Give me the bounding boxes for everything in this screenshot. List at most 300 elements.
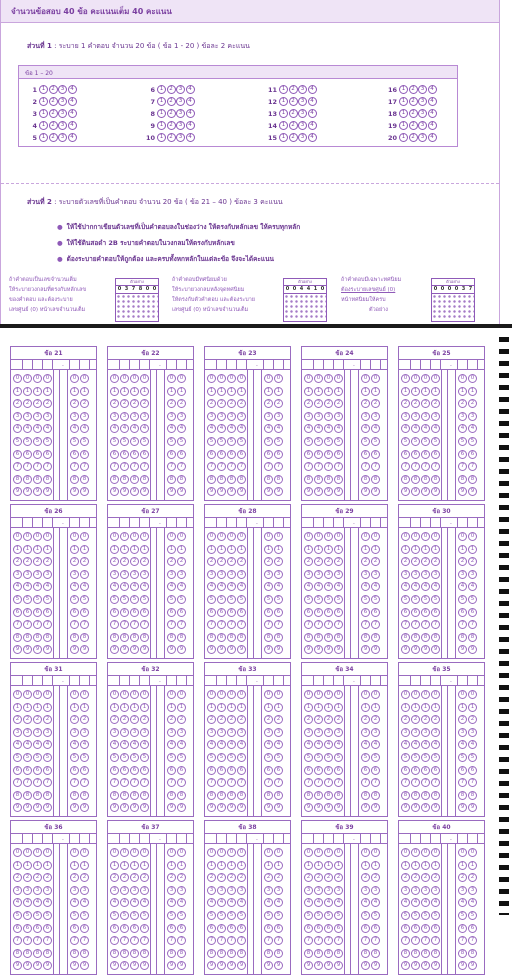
digit-bubble[interactable]: 8 bbox=[33, 949, 42, 958]
digit-bubble[interactable]: 1 bbox=[43, 545, 52, 554]
digit-bubble[interactable]: 3 bbox=[274, 412, 283, 421]
digit-bubble[interactable]: 1 bbox=[140, 703, 149, 712]
digit-bubble[interactable]: 0 bbox=[177, 690, 186, 699]
digit-bubble[interactable]: 8 bbox=[304, 791, 313, 800]
digit-bubble[interactable]: 0 bbox=[120, 532, 129, 541]
choice-bubble[interactable]: 4 bbox=[68, 85, 77, 94]
digit-bubble[interactable]: 9 bbox=[33, 487, 42, 496]
choice-bubble[interactable]: 3 bbox=[58, 133, 67, 142]
digit-bubble[interactable]: 7 bbox=[314, 462, 323, 471]
digit-bubble[interactable]: 8 bbox=[130, 791, 139, 800]
digit-bubble[interactable]: 3 bbox=[371, 412, 380, 421]
digit-bubble[interactable]: 6 bbox=[421, 924, 430, 933]
digit-bubble[interactable]: 5 bbox=[401, 437, 410, 446]
digit-bubble[interactable]: 1 bbox=[324, 545, 333, 554]
digit-bubble[interactable]: 5 bbox=[264, 753, 273, 762]
digit-bubble[interactable]: 2 bbox=[177, 557, 186, 566]
digit-bubble[interactable]: 0 bbox=[458, 374, 467, 383]
digit-bubble[interactable]: 5 bbox=[324, 911, 333, 920]
digit-bubble[interactable]: 1 bbox=[371, 387, 380, 396]
digit-bubble[interactable]: 7 bbox=[304, 462, 313, 471]
digit-bubble[interactable]: 0 bbox=[334, 374, 343, 383]
digit-bubble[interactable]: 8 bbox=[13, 475, 22, 484]
digit-bubble[interactable]: 8 bbox=[217, 475, 226, 484]
digit-bubble[interactable]: 9 bbox=[371, 803, 380, 812]
digit-bubble[interactable]: 3 bbox=[217, 886, 226, 895]
digit-bubble[interactable]: 2 bbox=[140, 557, 149, 566]
digit-bubble[interactable]: 6 bbox=[264, 450, 273, 459]
digit-bubble[interactable]: 2 bbox=[177, 399, 186, 408]
digit-bubble[interactable]: 3 bbox=[33, 570, 42, 579]
digit-bubble[interactable]: 7 bbox=[458, 778, 467, 787]
digit-bubble[interactable]: 9 bbox=[110, 803, 119, 812]
digit-bubble[interactable]: 9 bbox=[237, 487, 246, 496]
digit-bubble[interactable]: 0 bbox=[458, 532, 467, 541]
digit-bubble[interactable]: 5 bbox=[468, 911, 477, 920]
digit-bubble[interactable]: 8 bbox=[237, 791, 246, 800]
digit-bubble[interactable]: 7 bbox=[314, 936, 323, 945]
digit-bubble[interactable]: 7 bbox=[468, 778, 477, 787]
digit-bubble[interactable]: 3 bbox=[33, 886, 42, 895]
digit-bubble[interactable]: 6 bbox=[237, 450, 246, 459]
digit-bubble[interactable]: 9 bbox=[304, 803, 313, 812]
digit-bubble[interactable]: 1 bbox=[140, 861, 149, 870]
digit-bubble[interactable]: 5 bbox=[227, 437, 236, 446]
digit-bubble[interactable]: 0 bbox=[130, 374, 139, 383]
digit-bubble[interactable]: 7 bbox=[33, 462, 42, 471]
digit-bubble[interactable]: 5 bbox=[167, 753, 176, 762]
digit-bubble[interactable]: 4 bbox=[468, 740, 477, 749]
digit-bubble[interactable]: 7 bbox=[314, 620, 323, 629]
digit-bubble[interactable]: 5 bbox=[411, 753, 420, 762]
digit-bubble[interactable]: 0 bbox=[33, 532, 42, 541]
digit-bubble[interactable]: 5 bbox=[130, 911, 139, 920]
digit-bubble[interactable]: 1 bbox=[237, 703, 246, 712]
digit-bubble[interactable]: 8 bbox=[237, 475, 246, 484]
digit-bubble[interactable]: 5 bbox=[371, 753, 380, 762]
digit-bubble[interactable]: 9 bbox=[140, 487, 149, 496]
digit-bubble[interactable]: 4 bbox=[110, 582, 119, 591]
digit-entry-row[interactable] bbox=[11, 834, 96, 844]
digit-bubble[interactable]: 4 bbox=[237, 898, 246, 907]
digit-bubble[interactable]: 3 bbox=[458, 412, 467, 421]
digit-bubble[interactable]: 9 bbox=[23, 645, 32, 654]
digit-bubble[interactable]: 8 bbox=[401, 633, 410, 642]
digit-bubble[interactable]: 4 bbox=[217, 740, 226, 749]
digit-bubble[interactable]: 6 bbox=[304, 766, 313, 775]
digit-bubble[interactable]: 6 bbox=[43, 766, 52, 775]
digit-bubble[interactable]: 4 bbox=[237, 424, 246, 433]
digit-bubble[interactable]: 0 bbox=[140, 374, 149, 383]
digit-bubble[interactable]: 1 bbox=[23, 861, 32, 870]
digit-bubble[interactable]: 2 bbox=[468, 873, 477, 882]
digit-bubble[interactable]: 4 bbox=[140, 424, 149, 433]
digit-bubble[interactable]: 0 bbox=[110, 532, 119, 541]
digit-bubble[interactable]: 9 bbox=[23, 803, 32, 812]
digit-bubble[interactable]: 1 bbox=[120, 387, 129, 396]
digit-bubble[interactable]: 3 bbox=[371, 886, 380, 895]
digit-bubble[interactable]: 4 bbox=[431, 424, 440, 433]
digit-bubble[interactable]: 8 bbox=[70, 949, 79, 958]
digit-bubble[interactable]: 7 bbox=[217, 778, 226, 787]
digit-bubble[interactable]: 7 bbox=[371, 620, 380, 629]
digit-bubble[interactable]: 4 bbox=[324, 582, 333, 591]
digit-bubble[interactable]: 7 bbox=[304, 778, 313, 787]
digit-bubble[interactable]: 2 bbox=[314, 557, 323, 566]
choice-bubble[interactable]: 4 bbox=[308, 133, 317, 142]
digit-bubble[interactable]: 3 bbox=[167, 570, 176, 579]
digit-bubble[interactable]: 0 bbox=[70, 690, 79, 699]
digit-bubble[interactable]: 9 bbox=[468, 961, 477, 970]
digit-bubble[interactable]: 0 bbox=[120, 848, 129, 857]
digit-bubble[interactable]: 5 bbox=[274, 595, 283, 604]
digit-bubble[interactable]: 9 bbox=[13, 803, 22, 812]
digit-bubble[interactable]: 0 bbox=[207, 690, 216, 699]
digit-bubble[interactable]: 9 bbox=[120, 803, 129, 812]
digit-bubble[interactable]: 7 bbox=[110, 620, 119, 629]
digit-bubble[interactable]: 8 bbox=[130, 475, 139, 484]
digit-bubble[interactable]: 9 bbox=[274, 803, 283, 812]
digit-bubble[interactable]: 9 bbox=[334, 645, 343, 654]
digit-bubble[interactable]: 1 bbox=[130, 861, 139, 870]
digit-bubble[interactable]: 7 bbox=[371, 936, 380, 945]
digit-bubble[interactable]: 3 bbox=[304, 570, 313, 579]
digit-bubble[interactable]: 1 bbox=[120, 545, 129, 554]
digit-bubble[interactable]: 1 bbox=[13, 703, 22, 712]
digit-bubble[interactable]: 3 bbox=[411, 412, 420, 421]
digit-bubble[interactable]: 7 bbox=[43, 462, 52, 471]
digit-bubble[interactable]: 4 bbox=[167, 898, 176, 907]
digit-bubble[interactable]: 5 bbox=[304, 595, 313, 604]
digit-bubble[interactable]: 1 bbox=[33, 387, 42, 396]
digit-bubble[interactable]: 5 bbox=[110, 437, 119, 446]
digit-bubble[interactable]: 2 bbox=[458, 715, 467, 724]
digit-bubble[interactable]: 8 bbox=[431, 633, 440, 642]
digit-bubble[interactable]: 3 bbox=[421, 886, 430, 895]
digit-bubble[interactable]: 1 bbox=[227, 545, 236, 554]
digit-bubble[interactable]: 7 bbox=[177, 778, 186, 787]
digit-bubble[interactable]: 4 bbox=[458, 898, 467, 907]
digit-bubble[interactable]: 8 bbox=[237, 633, 246, 642]
digit-bubble[interactable]: 1 bbox=[140, 387, 149, 396]
digit-bubble[interactable]: 4 bbox=[130, 424, 139, 433]
digit-bubble[interactable]: 6 bbox=[110, 608, 119, 617]
digit-bubble[interactable]: 0 bbox=[304, 690, 313, 699]
digit-bubble[interactable]: 7 bbox=[411, 462, 420, 471]
digit-bubble[interactable]: 6 bbox=[110, 450, 119, 459]
digit-bubble[interactable]: 7 bbox=[227, 620, 236, 629]
digit-bubble[interactable]: 4 bbox=[264, 740, 273, 749]
digit-bubble[interactable]: 6 bbox=[43, 608, 52, 617]
digit-bubble[interactable]: 4 bbox=[468, 898, 477, 907]
digit-bubble[interactable]: 2 bbox=[140, 715, 149, 724]
digit-bubble[interactable]: 4 bbox=[361, 740, 370, 749]
digit-bubble[interactable]: 7 bbox=[207, 620, 216, 629]
digit-bubble[interactable]: 1 bbox=[274, 387, 283, 396]
digit-bubble[interactable]: 5 bbox=[23, 437, 32, 446]
digit-bubble[interactable]: 7 bbox=[207, 778, 216, 787]
digit-bubble[interactable]: 8 bbox=[264, 791, 273, 800]
digit-bubble[interactable]: 1 bbox=[334, 545, 343, 554]
digit-bubble[interactable]: 4 bbox=[264, 582, 273, 591]
digit-bubble[interactable]: 2 bbox=[120, 399, 129, 408]
digit-bubble[interactable]: 6 bbox=[33, 924, 42, 933]
choice-bubble[interactable]: 1 bbox=[39, 97, 48, 106]
digit-bubble[interactable]: 3 bbox=[43, 728, 52, 737]
digit-bubble[interactable]: 7 bbox=[401, 620, 410, 629]
digit-bubble[interactable]: 6 bbox=[23, 608, 32, 617]
digit-bubble[interactable]: 7 bbox=[324, 620, 333, 629]
digit-bubble[interactable]: 8 bbox=[274, 633, 283, 642]
digit-bubble[interactable]: 3 bbox=[371, 728, 380, 737]
digit-bubble[interactable]: 2 bbox=[43, 873, 52, 882]
digit-bubble[interactable]: 2 bbox=[13, 557, 22, 566]
digit-bubble[interactable]: 3 bbox=[23, 886, 32, 895]
digit-bubble[interactable]: 9 bbox=[421, 487, 430, 496]
digit-bubble[interactable]: 2 bbox=[324, 715, 333, 724]
digit-bubble[interactable]: 6 bbox=[361, 450, 370, 459]
digit-bubble[interactable]: 4 bbox=[264, 898, 273, 907]
digit-bubble[interactable]: 1 bbox=[421, 861, 430, 870]
digit-bubble[interactable]: 9 bbox=[361, 645, 370, 654]
digit-bubble[interactable]: 0 bbox=[401, 848, 410, 857]
digit-bubble[interactable]: 3 bbox=[264, 886, 273, 895]
choice-bubble[interactable]: 3 bbox=[176, 85, 185, 94]
digit-bubble[interactable]: 4 bbox=[207, 424, 216, 433]
choice-bubble[interactable]: 4 bbox=[186, 109, 195, 118]
digit-bubble[interactable]: 5 bbox=[140, 595, 149, 604]
choice-bubble[interactable]: 1 bbox=[39, 109, 48, 118]
digit-bubble[interactable]: 5 bbox=[431, 437, 440, 446]
digit-bubble[interactable]: 7 bbox=[431, 620, 440, 629]
digit-bubble[interactable]: 2 bbox=[334, 399, 343, 408]
digit-bubble[interactable]: 4 bbox=[80, 582, 89, 591]
choice-bubble[interactable]: 1 bbox=[399, 121, 408, 130]
digit-bubble[interactable]: 8 bbox=[177, 633, 186, 642]
digit-bubble[interactable]: 3 bbox=[361, 412, 370, 421]
digit-bubble[interactable]: 1 bbox=[431, 545, 440, 554]
digit-bubble[interactable]: 1 bbox=[264, 703, 273, 712]
digit-bubble[interactable]: 3 bbox=[274, 570, 283, 579]
digit-bubble[interactable]: 0 bbox=[324, 690, 333, 699]
digit-bubble[interactable]: 8 bbox=[140, 633, 149, 642]
digit-bubble[interactable]: 0 bbox=[70, 848, 79, 857]
digit-bubble[interactable]: 1 bbox=[431, 861, 440, 870]
digit-bubble[interactable]: 0 bbox=[23, 690, 32, 699]
digit-bubble[interactable]: 9 bbox=[314, 645, 323, 654]
digit-bubble[interactable]: 6 bbox=[80, 924, 89, 933]
digit-bubble[interactable]: 6 bbox=[361, 608, 370, 617]
digit-bubble[interactable]: 1 bbox=[177, 703, 186, 712]
digit-bubble[interactable]: 0 bbox=[177, 374, 186, 383]
digit-bubble[interactable]: 5 bbox=[314, 595, 323, 604]
digit-bubble[interactable]: 4 bbox=[304, 582, 313, 591]
digit-bubble[interactable]: 8 bbox=[264, 949, 273, 958]
digit-bubble[interactable]: 3 bbox=[468, 728, 477, 737]
digit-bubble[interactable]: 8 bbox=[43, 791, 52, 800]
digit-bubble[interactable]: 6 bbox=[13, 450, 22, 459]
digit-bubble[interactable]: 8 bbox=[334, 791, 343, 800]
digit-bubble[interactable]: 1 bbox=[411, 545, 420, 554]
digit-bubble[interactable]: 3 bbox=[70, 886, 79, 895]
choice-bubble[interactable]: 2 bbox=[289, 121, 298, 130]
digit-bubble[interactable]: 4 bbox=[23, 740, 32, 749]
digit-bubble[interactable]: 3 bbox=[468, 886, 477, 895]
digit-bubble[interactable]: 7 bbox=[361, 778, 370, 787]
digit-bubble[interactable]: 2 bbox=[227, 873, 236, 882]
digit-bubble[interactable]: 5 bbox=[334, 437, 343, 446]
digit-bubble[interactable]: 3 bbox=[334, 728, 343, 737]
digit-bubble[interactable]: 3 bbox=[411, 728, 420, 737]
digit-bubble[interactable]: 3 bbox=[361, 570, 370, 579]
digit-bubble[interactable]: 4 bbox=[401, 898, 410, 907]
digit-bubble[interactable]: 9 bbox=[237, 645, 246, 654]
digit-bubble[interactable]: 0 bbox=[421, 848, 430, 857]
digit-entry-row[interactable] bbox=[302, 834, 387, 844]
digit-bubble[interactable]: 4 bbox=[177, 582, 186, 591]
digit-bubble[interactable]: 8 bbox=[458, 949, 467, 958]
choice-bubble[interactable]: 3 bbox=[298, 133, 307, 142]
digit-bubble[interactable]: 2 bbox=[110, 557, 119, 566]
digit-bubble[interactable]: 1 bbox=[33, 545, 42, 554]
digit-bubble[interactable]: 0 bbox=[207, 848, 216, 857]
digit-bubble[interactable]: 7 bbox=[227, 778, 236, 787]
digit-bubble[interactable]: 1 bbox=[314, 387, 323, 396]
digit-bubble[interactable]: 2 bbox=[274, 715, 283, 724]
digit-bubble[interactable]: 4 bbox=[468, 424, 477, 433]
digit-bubble[interactable]: 8 bbox=[227, 791, 236, 800]
digit-bubble[interactable]: 4 bbox=[371, 898, 380, 907]
digit-bubble[interactable]: 3 bbox=[217, 412, 226, 421]
digit-bubble[interactable]: 2 bbox=[23, 399, 32, 408]
digit-bubble[interactable]: 9 bbox=[177, 487, 186, 496]
digit-bubble[interactable]: 0 bbox=[13, 848, 22, 857]
digit-bubble[interactable]: 9 bbox=[207, 961, 216, 970]
digit-bubble[interactable]: 4 bbox=[304, 740, 313, 749]
digit-bubble[interactable]: 9 bbox=[80, 487, 89, 496]
digit-bubble[interactable]: 8 bbox=[140, 791, 149, 800]
digit-bubble[interactable]: 0 bbox=[80, 374, 89, 383]
digit-bubble[interactable]: 0 bbox=[43, 690, 52, 699]
digit-bubble[interactable]: 6 bbox=[324, 450, 333, 459]
choice-bubble[interactable]: 1 bbox=[157, 121, 166, 130]
digit-bubble[interactable]: 5 bbox=[33, 911, 42, 920]
digit-bubble[interactable]: 9 bbox=[80, 645, 89, 654]
digit-bubble[interactable]: 5 bbox=[371, 595, 380, 604]
digit-bubble[interactable]: 0 bbox=[110, 848, 119, 857]
digit-bubble[interactable]: 4 bbox=[130, 582, 139, 591]
digit-bubble[interactable]: 1 bbox=[70, 703, 79, 712]
choice-bubble[interactable]: 4 bbox=[186, 85, 195, 94]
digit-bubble[interactable]: 4 bbox=[120, 898, 129, 907]
choice-bubble[interactable]: 3 bbox=[58, 121, 67, 130]
digit-bubble[interactable]: 1 bbox=[207, 861, 216, 870]
digit-bubble[interactable]: 3 bbox=[130, 412, 139, 421]
digit-bubble[interactable]: 9 bbox=[140, 803, 149, 812]
digit-bubble[interactable]: 6 bbox=[177, 450, 186, 459]
digit-bubble[interactable]: 3 bbox=[120, 412, 129, 421]
digit-bubble[interactable]: 0 bbox=[140, 690, 149, 699]
digit-bubble[interactable]: 7 bbox=[314, 778, 323, 787]
digit-bubble[interactable]: 5 bbox=[227, 911, 236, 920]
digit-bubble[interactable]: 0 bbox=[177, 532, 186, 541]
digit-bubble[interactable]: 7 bbox=[120, 936, 129, 945]
digit-bubble[interactable]: 9 bbox=[431, 487, 440, 496]
digit-bubble[interactable]: 5 bbox=[177, 595, 186, 604]
digit-bubble[interactable]: 2 bbox=[227, 715, 236, 724]
digit-bubble[interactable]: 6 bbox=[274, 450, 283, 459]
digit-bubble[interactable]: 3 bbox=[217, 570, 226, 579]
digit-bubble[interactable]: 6 bbox=[13, 766, 22, 775]
digit-bubble[interactable]: 5 bbox=[334, 753, 343, 762]
digit-bubble[interactable]: 2 bbox=[33, 715, 42, 724]
digit-bubble[interactable]: 2 bbox=[371, 557, 380, 566]
digit-bubble[interactable]: 0 bbox=[13, 690, 22, 699]
digit-bubble[interactable]: 2 bbox=[70, 873, 79, 882]
digit-bubble[interactable]: 4 bbox=[13, 582, 22, 591]
digit-bubble[interactable]: 4 bbox=[237, 740, 246, 749]
digit-bubble[interactable]: 3 bbox=[140, 886, 149, 895]
digit-bubble[interactable]: 3 bbox=[431, 570, 440, 579]
digit-bubble[interactable]: 1 bbox=[167, 861, 176, 870]
digit-bubble[interactable]: 2 bbox=[237, 715, 246, 724]
choice-bubble[interactable]: 2 bbox=[409, 109, 418, 118]
digit-bubble[interactable]: 8 bbox=[324, 949, 333, 958]
digit-bubble[interactable]: 0 bbox=[120, 374, 129, 383]
digit-bubble[interactable]: 7 bbox=[237, 620, 246, 629]
digit-bubble[interactable]: 1 bbox=[80, 861, 89, 870]
digit-bubble[interactable]: 1 bbox=[401, 861, 410, 870]
digit-bubble[interactable]: 6 bbox=[140, 450, 149, 459]
digit-bubble[interactable]: 1 bbox=[431, 387, 440, 396]
digit-bubble[interactable]: 6 bbox=[13, 924, 22, 933]
digit-bubble[interactable]: 3 bbox=[80, 412, 89, 421]
digit-bubble[interactable]: 9 bbox=[13, 645, 22, 654]
digit-bubble[interactable]: 8 bbox=[468, 949, 477, 958]
digit-bubble[interactable]: 0 bbox=[458, 690, 467, 699]
digit-bubble[interactable]: 1 bbox=[110, 703, 119, 712]
digit-bubble[interactable]: 5 bbox=[70, 437, 79, 446]
digit-bubble[interactable]: 6 bbox=[227, 924, 236, 933]
digit-bubble[interactable]: 5 bbox=[401, 595, 410, 604]
digit-entry-row[interactable] bbox=[108, 360, 193, 370]
choice-bubble[interactable]: 2 bbox=[49, 85, 58, 94]
digit-bubble[interactable]: 8 bbox=[431, 475, 440, 484]
digit-bubble[interactable]: 8 bbox=[110, 791, 119, 800]
digit-bubble[interactable]: 0 bbox=[217, 848, 226, 857]
digit-bubble[interactable]: 9 bbox=[227, 803, 236, 812]
digit-bubble[interactable]: 6 bbox=[468, 766, 477, 775]
digit-bubble[interactable]: 2 bbox=[401, 557, 410, 566]
digit-bubble[interactable]: 4 bbox=[401, 582, 410, 591]
choice-bubble[interactable]: 3 bbox=[298, 121, 307, 130]
digit-bubble[interactable]: 1 bbox=[177, 861, 186, 870]
digit-bubble[interactable]: 7 bbox=[207, 936, 216, 945]
digit-bubble[interactable]: 8 bbox=[458, 475, 467, 484]
digit-bubble[interactable]: 0 bbox=[140, 532, 149, 541]
digit-bubble[interactable]: 6 bbox=[237, 924, 246, 933]
digit-bubble[interactable]: 8 bbox=[217, 791, 226, 800]
digit-bubble[interactable]: 4 bbox=[33, 740, 42, 749]
digit-bubble[interactable]: 5 bbox=[23, 595, 32, 604]
digit-bubble[interactable]: 0 bbox=[207, 374, 216, 383]
choice-bubble[interactable]: 2 bbox=[409, 85, 418, 94]
digit-bubble[interactable]: 4 bbox=[23, 424, 32, 433]
digit-bubble[interactable]: 4 bbox=[421, 740, 430, 749]
digit-bubble[interactable]: 6 bbox=[371, 924, 380, 933]
digit-bubble[interactable]: 3 bbox=[43, 412, 52, 421]
digit-bubble[interactable]: 5 bbox=[120, 595, 129, 604]
